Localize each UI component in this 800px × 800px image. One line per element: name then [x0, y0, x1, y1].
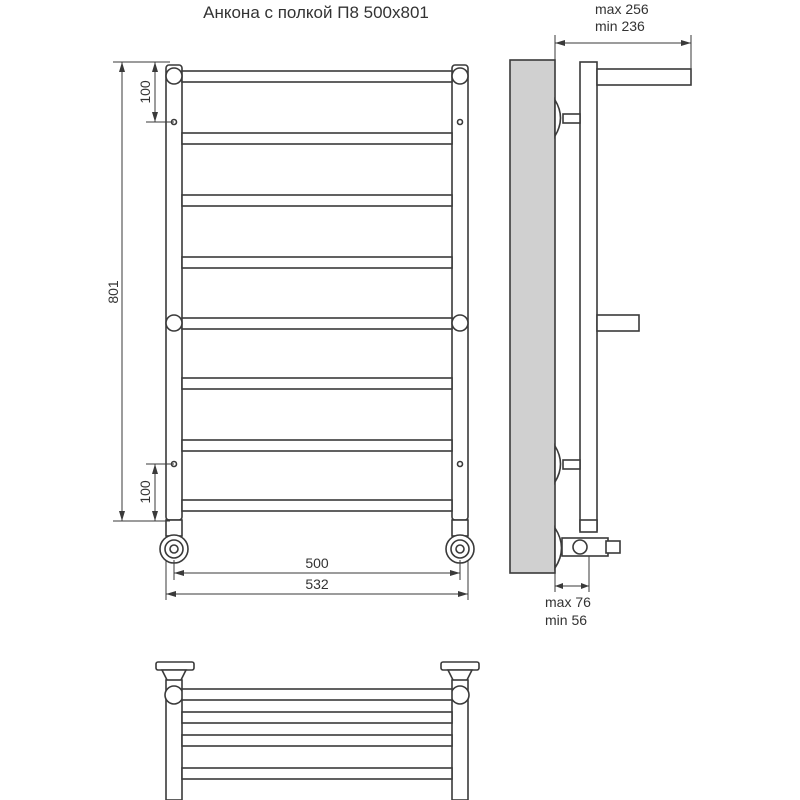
drawing-title: Анкона с полкой П8 500x801 — [203, 3, 429, 22]
right-inlet-core — [456, 545, 464, 553]
top-right-cap — [452, 68, 468, 84]
middle-right-cap — [452, 315, 468, 331]
middle-arm — [597, 315, 639, 331]
rung — [182, 71, 452, 82]
top-view-left-flange — [156, 662, 194, 670]
bottom-offset-label: 100 — [137, 480, 153, 504]
side-view — [510, 60, 691, 573]
rungs — [182, 71, 452, 511]
upper-wall-bracket — [555, 100, 561, 136]
right-post — [452, 65, 468, 520]
middle-left-cap — [166, 315, 182, 331]
lower-bracket-rod — [563, 460, 580, 469]
top-left-cap — [166, 68, 182, 84]
side-post — [580, 62, 597, 530]
side-bottom-max-label: max 76 — [545, 594, 591, 610]
shelf-rail — [182, 712, 452, 723]
left-inlet-core — [170, 545, 178, 553]
wall — [510, 60, 555, 573]
rung — [182, 195, 452, 206]
rung — [182, 257, 452, 268]
width-overall-label: 532 — [305, 576, 329, 592]
left-inlet-neck — [166, 520, 182, 536]
rung — [182, 440, 452, 451]
top-view-left-cap — [165, 686, 183, 704]
side-top-max-label: max 256 — [595, 1, 649, 17]
mount-hole — [458, 462, 463, 467]
mount-hole — [458, 120, 463, 125]
shelf-arm — [597, 69, 691, 85]
shelf-rail — [182, 735, 452, 746]
valve-outlet — [606, 541, 620, 553]
top-view-right-cap — [451, 686, 469, 704]
valve-collar — [580, 520, 597, 532]
side-top-min-label: min 236 — [595, 18, 645, 34]
shelf-rail — [182, 768, 452, 779]
lower-wall-bracket — [555, 446, 561, 482]
side-bottom-min-label: min 56 — [545, 612, 588, 628]
right-inlet-neck — [452, 520, 468, 536]
width-axis-label: 500 — [305, 555, 329, 571]
shelf-rail — [182, 689, 452, 700]
valve-nut — [573, 540, 587, 554]
height-total-label: 801 — [105, 280, 121, 304]
valve-wall-flange — [555, 528, 562, 568]
top-view-right-flange — [441, 662, 479, 670]
front-view — [160, 65, 474, 563]
left-post — [166, 65, 182, 520]
top-view — [156, 662, 479, 800]
top-offset-label: 100 — [137, 80, 153, 104]
rung — [182, 318, 452, 329]
rung — [182, 133, 452, 144]
rung — [182, 378, 452, 389]
rung — [182, 500, 452, 511]
upper-bracket-rod — [563, 114, 580, 123]
